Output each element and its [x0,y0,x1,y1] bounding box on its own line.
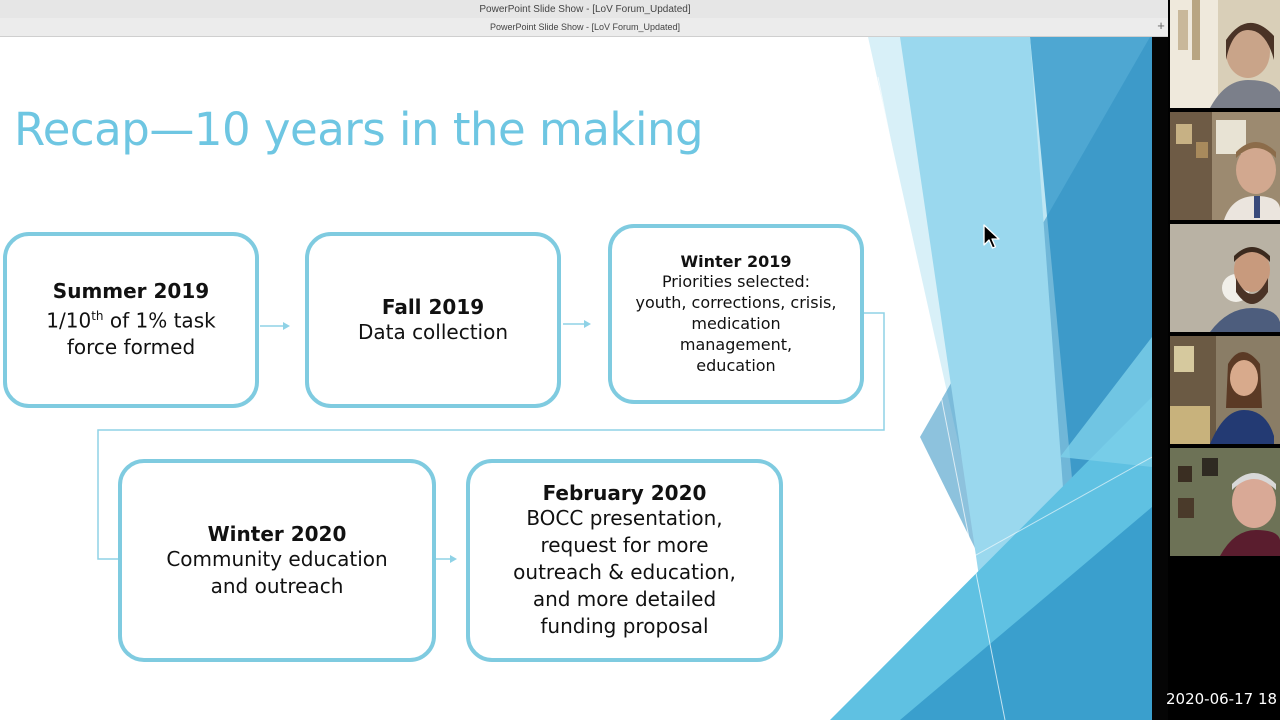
slide-title: Recap—10 years in the making [14,103,704,156]
participant-video-tile[interactable] [1170,0,1280,108]
step-description-line: youth, corrections, crisis, [635,293,837,312]
step-description-line: outreach & education, [513,560,736,584]
outer-window-title: PowerPoint Slide Show - [LoV Forum_Updated] [479,3,691,15]
step-description-line: BOCC presentation, [526,506,723,530]
step-description-line: Priorities selected: [661,272,811,291]
step-title: February 2020 [542,481,707,505]
step-description-line: Community education [166,546,388,571]
step-description-line: and more detailed [532,587,717,611]
step-title: Winter 2020 [207,521,347,546]
step-winter-2020 [118,459,436,662]
participant-video-tile[interactable] [1170,112,1280,220]
step-description-line: and outreach [210,573,344,598]
inner-window-title: PowerPoint Slide Show - [LoV Forum_Updated] [489,22,681,32]
participant-video-tile[interactable] [1170,448,1280,556]
expand-button[interactable]: + [1157,18,1165,33]
step-title: Fall 2019 [381,294,485,319]
slide-edge [1152,37,1168,720]
mouse-pointer-icon [983,224,1001,250]
step-description-line: education [696,356,776,375]
step-description-line: management, [679,335,793,354]
step-description-line: force formed [66,335,196,360]
step-description-line: 1/10th of 1% task [46,308,216,333]
step-february-2020 [466,459,783,662]
step-description-line: request for more [540,533,709,557]
participant-video-tile[interactable] [1170,224,1280,332]
step-winter-2019 [608,224,864,404]
step-fall-2019 [305,232,561,408]
recording-timestamp: 2020-06-17 18 [1166,690,1278,708]
step-summer-2019 [3,232,259,408]
step-description-line: Data collection [357,319,509,344]
participant-video-column [1168,0,1280,720]
step-title: Summer 2019 [52,278,210,303]
step-title: Winter 2019 [680,252,792,271]
slide [0,37,1152,720]
outer-window-title-bar [0,0,1170,19]
step-description-line: medication [691,314,781,333]
inner-window-title-bar [0,18,1170,37]
participant-video-tile[interactable] [1170,336,1280,444]
step-description-line: funding proposal [540,614,709,638]
